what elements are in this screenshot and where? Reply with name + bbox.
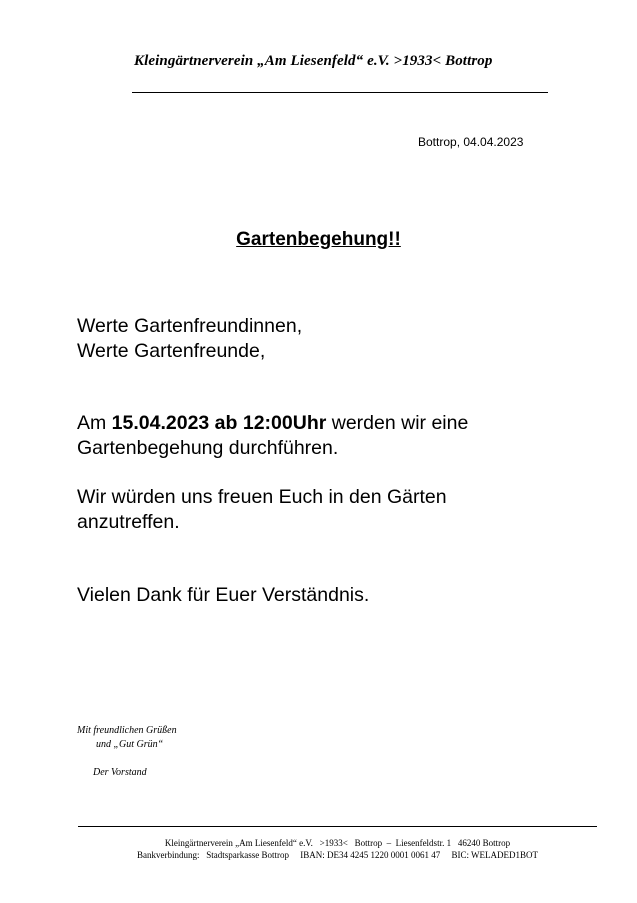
invitation-line: anzutreffen. [77, 511, 180, 533]
invitation-paragraph [77, 485, 447, 535]
thanks-line: Vielen Dank für Euer Verständnis. [77, 584, 370, 606]
greeting-line: Werte Gartenfreundinnen, [77, 315, 303, 337]
letter-title: Gartenbegehung!! [236, 229, 401, 250]
greeting-line: Werte Gartenfreunde, [77, 340, 266, 362]
invitation-line: Wir würden uns freuen Euch in den Gärten [77, 486, 447, 508]
footer-address: Kleingärtnerverein „Am Liesenfeld“ e.V. >1933< Bottrop – Liesenfeldstr. 1 46240 Bottrop [164, 838, 511, 848]
greeting [77, 314, 302, 364]
announcement-line [77, 411, 468, 436]
announcement-prefix: Am [77, 412, 112, 434]
announcement-suffix: werden wir eine [326, 412, 469, 434]
letterhead: Kleingärtnerverein „Am Liesenfeld“ e.V. >1933< Bottrop [134, 53, 493, 69]
event-date-time: 15.04.2023 ab 12:00Uhr [111, 412, 327, 434]
footer-bank-details: Bankverbindung: Stadtsparkasse Bottrop IBAN: DE34 4245 1220 0001 0061 47 BIC: WELADED1BOT [136, 850, 539, 860]
signatory: Der Vorstand [93, 767, 147, 778]
closing-greeting: Mit freundlichen Grüßen [77, 725, 177, 736]
announcement-paragraph [77, 411, 468, 461]
letter-date: Bottrop, 04.04.2023 [418, 135, 524, 149]
closing-gut-gruen: und „Gut Grün“ [96, 739, 164, 750]
footer-divider [78, 826, 597, 827]
header-divider [132, 92, 548, 93]
announcement-line: Gartenbegehung durchführen. [77, 437, 339, 459]
